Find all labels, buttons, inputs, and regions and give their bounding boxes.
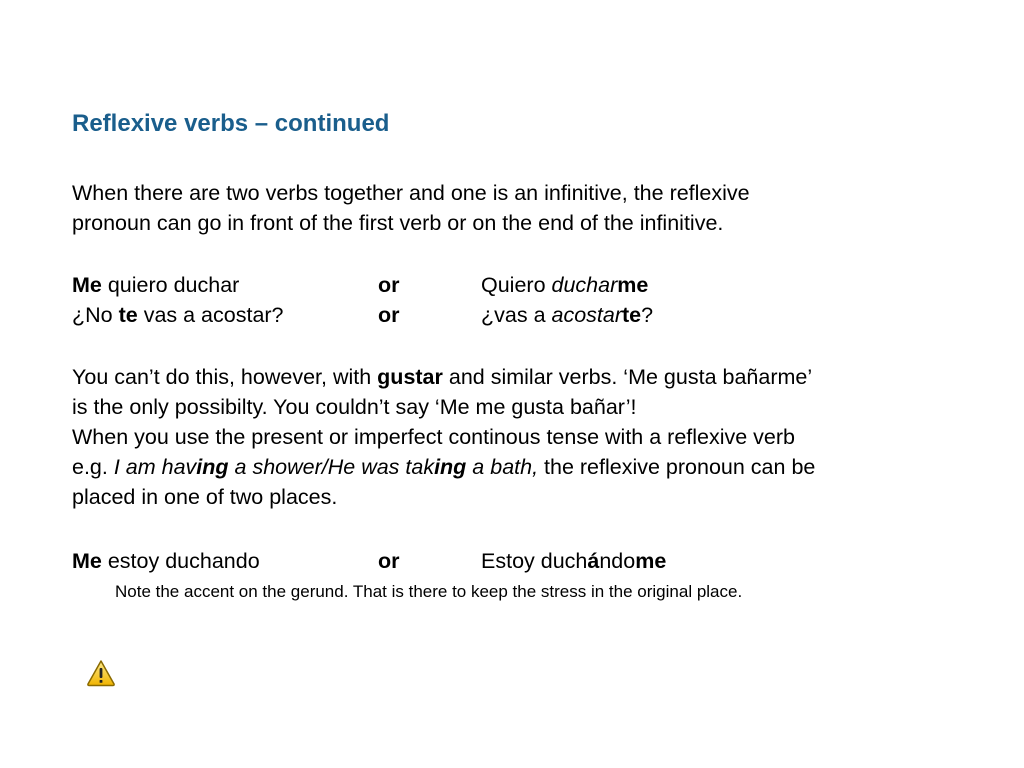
example-1-right: Quiero ducharme	[481, 273, 649, 297]
intro-line-1: When there are two verbs together and one is an infinitive, the reflexive	[72, 181, 750, 205]
example-2-left: ¿No te vas a acostar?	[72, 303, 284, 327]
example-3-left: Me estoy duchando	[72, 549, 260, 573]
gerund-accent-note: Note the accent on the gerund. That is there to keep the stress in the original place.	[115, 582, 743, 601]
example-2-right: ¿vas a acostarte?	[481, 303, 654, 327]
example-3-right: Estoy duchándome	[481, 549, 667, 573]
example-1-left: Me quiero duchar	[72, 273, 240, 297]
example-row-3	[72, 546, 772, 576]
continuous-line-1: When you use the present or imperfect continous tense with a reflexive verb	[72, 425, 796, 449]
gustar-line-2: is the only possibilty. You couldn’t say ‘Me me gusta bañar’!	[72, 395, 637, 419]
example-3-or: or	[378, 549, 400, 573]
example-row-2	[72, 300, 772, 330]
continuous-line-3: placed in one of two places.	[72, 485, 338, 509]
intro-line-2: pronoun can go in front of the first verb or on the end of the infinitive.	[72, 211, 724, 235]
intro-paragraph	[72, 178, 750, 238]
gustar-paragraph	[72, 362, 815, 512]
example-2-or: or	[378, 303, 400, 327]
slide-title: Reflexive verbs – continued	[72, 110, 390, 137]
example-1-or: or	[378, 273, 400, 297]
continuous-line-2: e.g. I am having a shower/He was taking a bath, the reflexive pronoun can be	[72, 455, 816, 479]
example-row-1	[72, 270, 772, 300]
gustar-line-1: You can’t do this, however, with gustar and similar verbs. ‘Me gusta bañarme’	[72, 365, 813, 389]
warning-icon[interactable]	[86, 658, 116, 688]
